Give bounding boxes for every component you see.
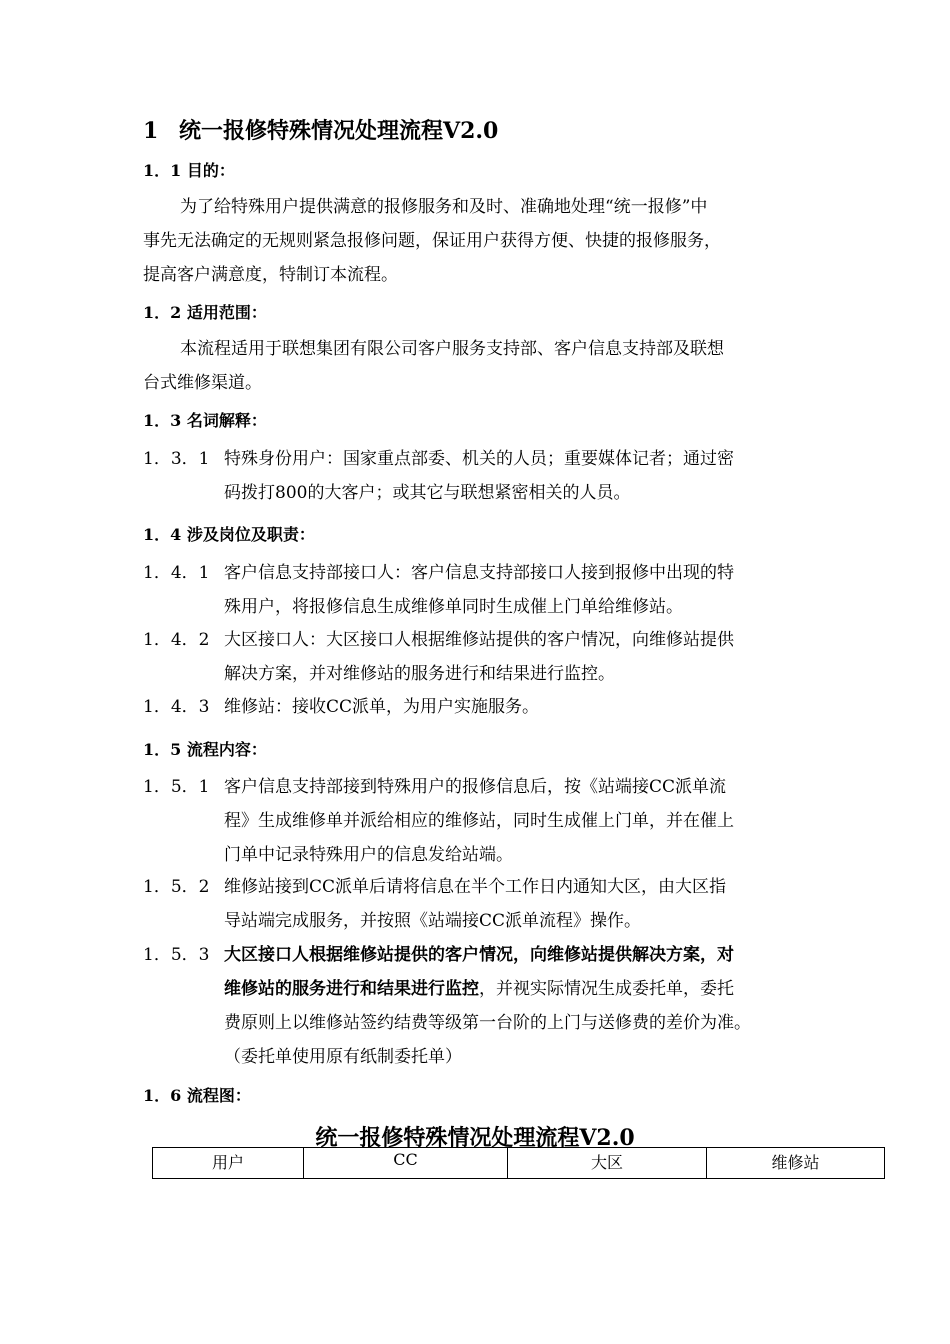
item-line: 门单中记录特殊用户的信息发给站端。 [224,845,513,865]
lane-region: 大区 [508,1148,707,1179]
item-line: 费原则上以维修站签约结费等级第一台阶的上门与送修费的差价为准。 [224,1013,751,1033]
flowchart-lane-header [152,1147,885,1179]
lane-repair-station: 维修站 [707,1148,885,1179]
item-line: 特殊身份用户：国家重点部委、机关的人员；重要媒体记者；通过密 [224,449,734,469]
flowchart-title: 统一报修特殊情况处理流程V2.0 [315,1125,635,1151]
list-item [143,623,843,691]
item-number: 1．5．1 [143,777,210,797]
section-purpose-heading: 1．1 目的： [143,161,235,180]
item-line: 码拨打800的大客户；或其它与联想紧密相关的人员。 [224,483,631,503]
item-line: 客户信息支持部接到特殊用户的报修信息后，按《站端接CC派单流 [224,777,727,797]
item-number: 1．4．2 [143,630,210,650]
paragraph-line: 台式维修渠道。 [143,373,262,393]
section-terms-heading: 1．3 名词解释： [143,411,267,430]
section-purpose-body [143,190,813,292]
item-line: 客户信息支持部接口人：客户信息支持部接口人接到报修中出现的特 [224,563,734,583]
list-item [143,556,843,624]
title-number: 1 [143,118,159,144]
item-line-bold: 大区接口人根据维修站提供的客户情况，向维修站提供解决方案，对 [224,945,734,965]
bold-text: 维修站的服务进行和结果进行监控 [224,979,479,999]
lane-cc: CC [304,1148,508,1179]
lane-user: 用户 [153,1148,304,1179]
list-item [143,442,843,510]
table-row [153,1148,885,1179]
item-line-mixed [224,972,843,1006]
item-line: 大区接口人：大区接口人根据维修站提供的客户情况，向维修站提供 [224,630,734,650]
list-item [143,870,843,938]
list-item [143,938,843,1074]
section-flowchart-heading: 1．6 流程图： [143,1086,251,1105]
item-line: 导站端完成服务，并按照《站端接CC派单流程》操作。 [224,911,642,931]
item-line: 程》生成维修单并派给相应的维修站，同时生成催上门单，并在催上 [224,811,734,831]
item-line: 维修站：接收CC派单，为用户实施服务。 [224,697,540,717]
item-line: 维修站接到CC派单后请将信息在半个工作日内通知大区，由大区指 [224,877,727,897]
document-title [143,114,498,145]
section-process-heading: 1．5 流程内容： [143,740,267,759]
item-number: 1．5．3 [143,945,210,965]
item-line: （委托单使用原有纸制委托单） [224,1047,462,1067]
section-roles-heading: 1．4 涉及岗位及职责： [143,525,315,544]
item-number: 1．5．2 [143,877,210,897]
paragraph-line: 为了给特殊用户提供满意的报修服务和及时、准确地处理“统一报修”中 [180,197,708,217]
list-item [143,770,843,872]
item-number: 1．4．1 [143,563,210,583]
list-item [143,690,843,724]
plain-text: ，并视实际情况生成委托单，委托 [479,979,734,999]
section-scope-heading: 1．2 适用范围： [143,303,267,322]
title-text: 统一报修特殊情况处理流程V2.0 [179,118,499,144]
paragraph-line: 提高客户满意度，特制订本流程。 [143,265,398,285]
item-number: 1．3．1 [143,449,210,469]
item-line: 殊用户，将报修信息生成维修单同时生成催上门单给维修站。 [224,597,683,617]
item-number: 1．4．3 [143,697,210,717]
paragraph-line: 本流程适用于联想集团有限公司客户服务支持部、客户信息支持部及联想 [180,339,724,359]
item-line: 解决方案，并对维修站的服务进行和结果进行监控。 [224,664,615,684]
paragraph-line: 事先无法确定的无规则紧急报修问题，保证用户获得方便、快捷的报修服务， [143,231,721,251]
section-scope-body [143,332,813,400]
